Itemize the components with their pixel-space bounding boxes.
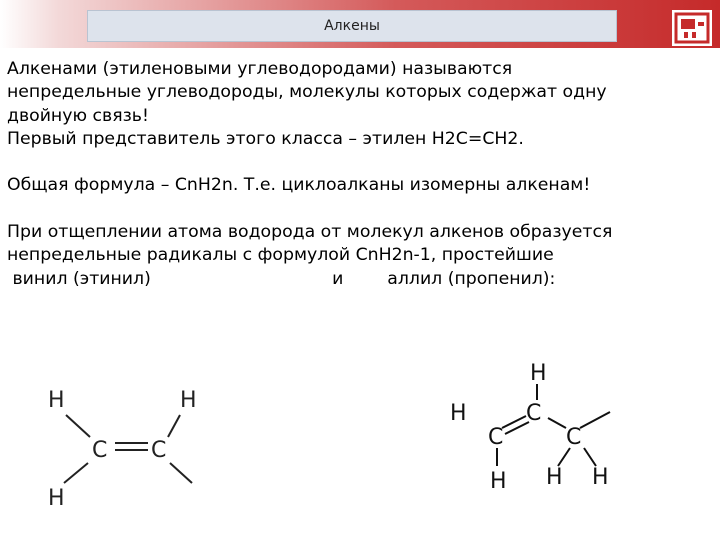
- atom-label: C: [526, 401, 542, 426]
- red-square-logo-icon: [672, 10, 712, 46]
- text-line: непредельные углеводороды, молекулы которых содержат одну: [7, 82, 607, 103]
- atom-label: H: [450, 401, 467, 426]
- bond: [170, 463, 192, 483]
- bond: [168, 415, 180, 437]
- main-text: [7, 58, 712, 291]
- atom-label: C: [92, 438, 108, 463]
- atom-label: H: [530, 361, 547, 386]
- atom-label: H: [48, 486, 65, 511]
- atom-label: C: [151, 438, 167, 463]
- text-line: Алкенами (этиленовыми углеводородами) называются: [7, 59, 513, 79]
- text-line: [7, 151, 712, 174]
- page-title: Алкены: [87, 10, 617, 42]
- atom-label: H: [490, 469, 507, 494]
- atom-label: H: [592, 465, 609, 490]
- vinyl-structure: [30, 375, 230, 515]
- allyl-structure: [430, 352, 625, 512]
- bond: [66, 415, 90, 437]
- atom-label: H: [180, 388, 197, 413]
- text-line: При отщеплении атома водорода от молекул алкенов образуется: [7, 222, 613, 243]
- bond: [64, 463, 88, 483]
- atom-label: C: [566, 425, 582, 450]
- text-line: [7, 198, 712, 221]
- text-line: Общая формула – CnH2n. Т.е. циклоалканы изомерны алкенам!: [7, 175, 591, 196]
- text-line: двойную связь!: [7, 105, 149, 126]
- atom-label: H: [48, 388, 65, 413]
- text-line: непредельные радикалы с формулой CnH2n-1, простейшие: [7, 245, 554, 266]
- text-line: винил (этинил) и аллил (пропенил):: [7, 268, 556, 289]
- text-line: Первый представитель этого класса – этилен H2C=CH2.: [7, 128, 524, 149]
- atom-label: H: [546, 465, 563, 490]
- atom-label: C: [488, 425, 504, 450]
